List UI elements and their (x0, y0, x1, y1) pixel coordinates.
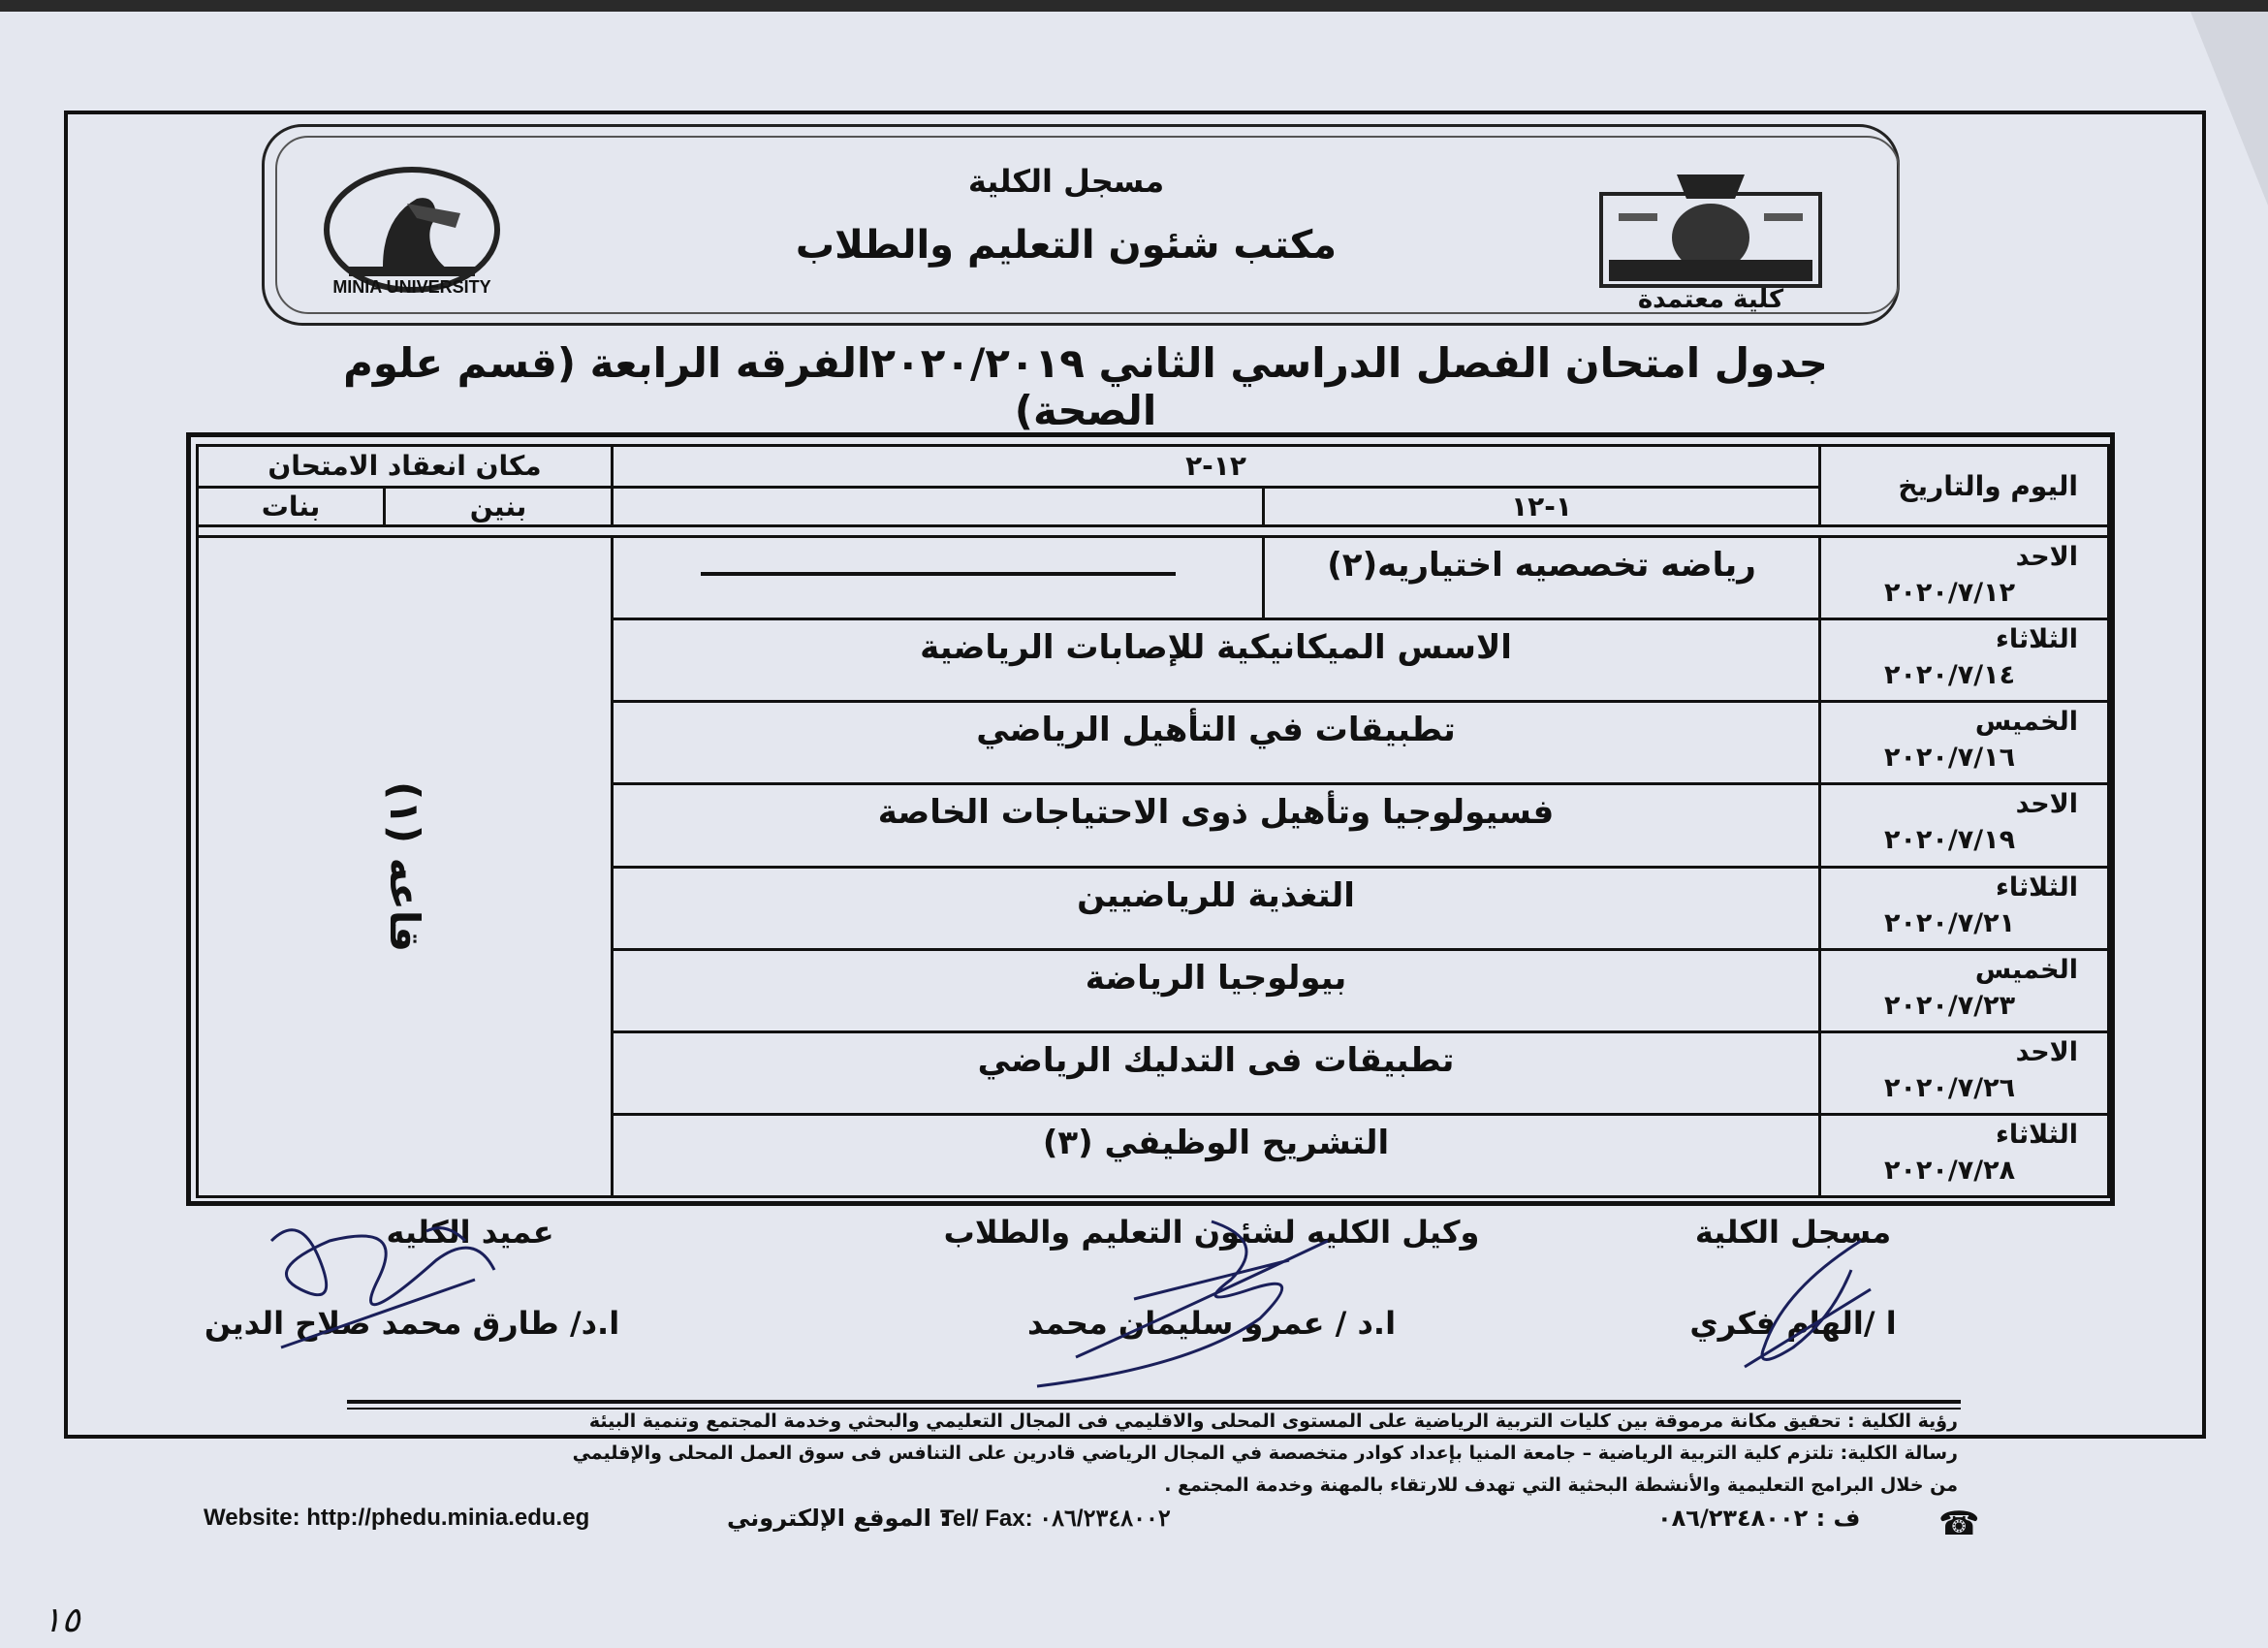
contact-bar (204, 1505, 1980, 1543)
subject-empty-cell (613, 537, 1264, 619)
subject-cell: بيولوجيا الرياضة (613, 949, 1820, 1031)
faculty-vision: رؤية الكلية : تحقيق مكانة مرموقة بين كليات التربية الرياضية على المستوى المحلى والاقليمي فى المجال التعليمي والبحثي وخدمة المجتمع وتنمية البيئة (588, 1410, 1958, 1432)
header-boys: بنين (385, 487, 613, 526)
vice-dean-role: وكيل الكليه لشئون التعليم والطلاب (943, 1214, 1480, 1251)
registrar-role: مسجل الكلية (1694, 1214, 1892, 1251)
exam-schedule-table (196, 444, 2110, 1198)
day-name: الاحد (2015, 789, 2079, 820)
exam-date: ٢٠٢٠/٧/٢٨ (1883, 1155, 2016, 1186)
day-cell (1820, 1031, 2109, 1114)
faculty-mission-line1: رسالة الكلية: تلتزم كلية التربية الرياضية – جامعة المنيا بإعداد كوادر متخصصة في المجال الرياضي قادرين على التنافس فى سوق العمل المحلى والإقليمي (572, 1442, 1958, 1464)
faculty-mission-line2: من خلال البرامج التعليمية والأنشطة البحثية التي تهدف للارتقاء بالمهنة وخدمة المجتمع . (1164, 1474, 1958, 1496)
subject-cell: رياضه تخصصيه اختياريه(٢) (1264, 537, 1820, 619)
day-cell (1820, 949, 2109, 1031)
day-name: الخميس (1974, 707, 2079, 738)
header-girls: بنات (198, 487, 385, 526)
day-name: الثلاثاء (1996, 1119, 2079, 1150)
header-time-group: ١٢-٢ (613, 446, 1820, 488)
subject-cell: الاسس الميكانيكية للإصابات الرياضية (613, 619, 1820, 702)
day-cell (1820, 619, 2109, 702)
exam-date: ٢٠٢٠/٧/١٩ (1883, 825, 2016, 856)
header-day-date: اليوم والتاريخ (1820, 446, 2109, 526)
empty-slot-line (701, 572, 1176, 576)
website-text: Website: http://phedu.minia.edu.eg (204, 1505, 590, 1531)
page-number: ١٥ (43, 1600, 80, 1639)
dean-handwritten-signature (242, 1202, 591, 1367)
dean-role: عميد الكليه (386, 1214, 554, 1251)
exam-date: ٢٠٢٠/٧/٢١ (1883, 907, 2016, 938)
exam-date: ٢٠٢٠/٧/٢٦ (1883, 1072, 2016, 1103)
exam-hall: قاعه (١) (381, 781, 429, 953)
header-office: مكتب شئون التعليم والطلاب (795, 223, 1338, 268)
table-header-row-1 (198, 446, 2109, 488)
faculty-accredited-caption: كلية معتمدة (1637, 285, 1784, 314)
subject-cell: تطبيقات في التأهيل الرياضي (613, 702, 1820, 784)
footer-vision-mission (223, 1406, 1958, 1502)
fax-text: ف : ٠٨٦/٢٣٤٨٠٠٢ (1657, 1505, 1861, 1532)
dean-name: ا.د/ طارق محمد صلاح الدين (204, 1305, 620, 1342)
header-separator (198, 526, 2109, 537)
day-cell (1820, 1114, 2109, 1196)
header-exam-place: مكان انعقاد الامتحان (198, 446, 613, 488)
website-label: : الموقع الإلكتروني (727, 1505, 949, 1532)
vice-dean-name: ا.د / عمرو سليمان محمد (1026, 1305, 1397, 1342)
exam-date: ٢٠٢٠/٧/١٢ (1883, 578, 2016, 609)
day-name: الخميس (1974, 954, 2079, 985)
hall-cell (198, 537, 613, 1197)
day-name: الاحد (2015, 1036, 2079, 1067)
day-cell (1820, 537, 2109, 619)
day-name: الاحد (2015, 542, 2079, 573)
subject-cell: التغذية للرياضيين (613, 867, 1820, 949)
day-name: الثلاثاء (1996, 624, 2079, 655)
exam-date: ٢٠٢٠/٧/١٦ (1883, 743, 2016, 774)
day-cell (1820, 702, 2109, 784)
day-cell (1820, 784, 2109, 867)
registrar-name: ا /الهام فكري (1689, 1305, 1897, 1342)
header-registrar: مسجل الكلية (967, 163, 1165, 200)
university-logo-text: MINIA UNIVERSITY (332, 277, 491, 297)
subject-cell: فسيولوجيا وتأهيل ذوى الاحتياجات الخاصة (613, 784, 1820, 867)
subject-cell: التشريح الوظيفي (٣) (613, 1114, 1820, 1196)
day-name: الثلاثاء (1996, 872, 2079, 903)
day-cell (1820, 867, 2109, 949)
document-title: جدول امتحان الفصل الدراسي الثاني ٢٠٢٠/٢٠١٩الفرقه الرابعة (قسم علوم الصحة) (343, 339, 1828, 434)
header-time-sub: ١-١٢ (1264, 487, 1820, 526)
exam-date: ٢٠٢٠/٧/٢٣ (1883, 990, 2016, 1021)
footer-rule (347, 1400, 1961, 1404)
telephone-icon: ☎ (1938, 1505, 1980, 1543)
table-row (198, 537, 2109, 619)
subject-cell: تطبيقات فى التدليك الرياضي (613, 1031, 1820, 1114)
faculty-logo (1590, 155, 1832, 296)
vice-dean-handwritten-signature (1018, 1202, 1347, 1396)
tel-fax-text: Tel/ Fax: ٠٨٦/٢٣٤٨٠٠٢ (940, 1505, 1171, 1532)
header-time-blank (613, 487, 1264, 526)
registrar-handwritten-signature (1725, 1231, 1880, 1377)
exam-date: ٢٠٢٠/٧/١٤ (1883, 660, 2016, 691)
